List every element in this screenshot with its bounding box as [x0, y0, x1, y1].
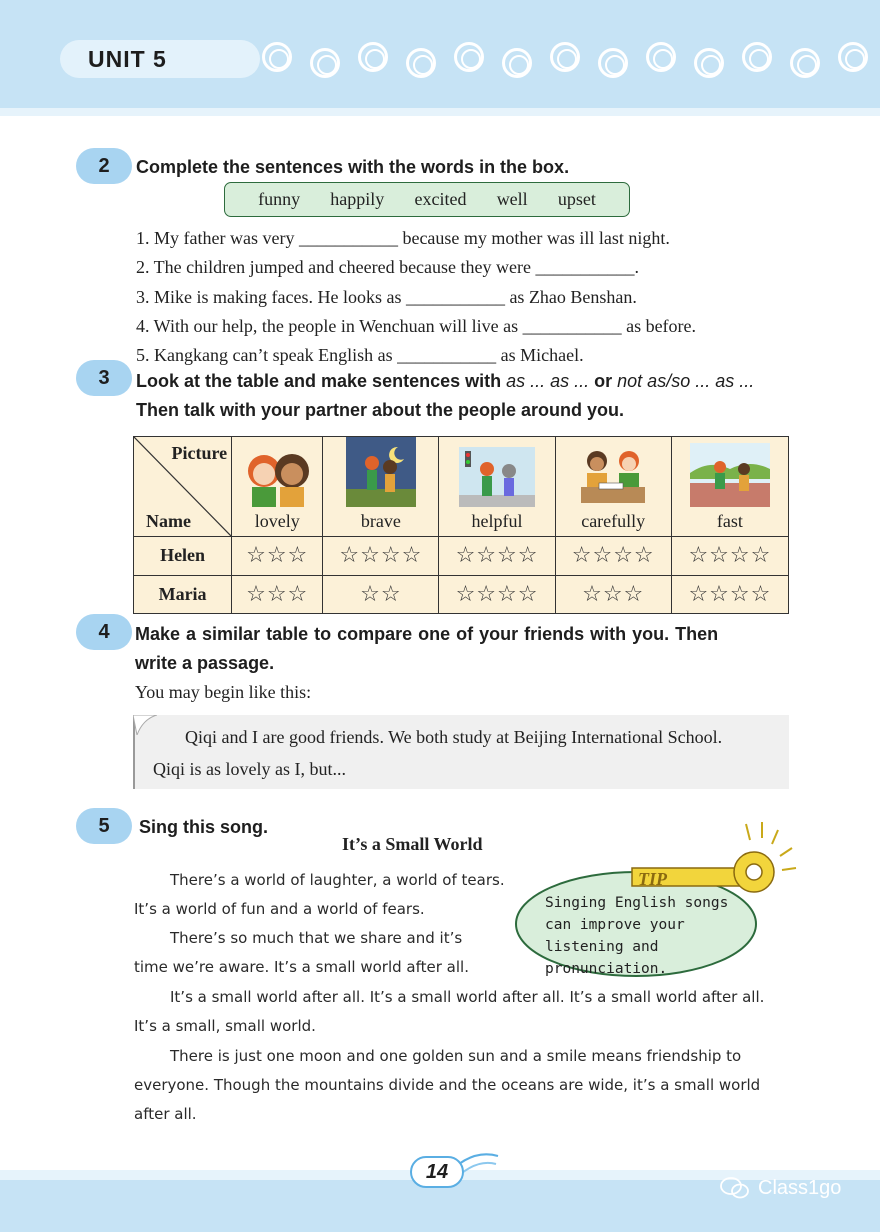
ring-icon	[550, 42, 580, 72]
sample-passage	[133, 715, 789, 789]
ring-icon	[838, 42, 868, 72]
ring-icon	[694, 48, 724, 78]
section-3-italic: as ... as ...	[506, 371, 590, 391]
sentence-item: 5. Kangkang can’t speak English as ___________ as Michael.	[136, 345, 584, 366]
tip-label: TIP	[638, 869, 667, 889]
ring-icon	[406, 48, 436, 78]
ring-icon	[310, 48, 340, 78]
column-label: fast	[716, 511, 743, 531]
star-rating: ☆☆	[323, 575, 439, 614]
ring-icon	[454, 42, 484, 72]
table-row	[134, 537, 789, 576]
column-lovely	[232, 437, 323, 537]
sentence-list	[136, 224, 696, 370]
star-rating: ☆☆☆☆	[671, 537, 788, 576]
section-3-badge: 3	[76, 360, 132, 396]
wechat-icon	[720, 1176, 750, 1200]
column-label: carefully	[581, 511, 646, 531]
star-rating: ☆☆☆	[232, 537, 323, 576]
passage-line: Qiqi is as lovely as I, but...	[153, 759, 346, 779]
section-5-title: Sing this song.	[139, 817, 268, 837]
section-3-text: or	[589, 371, 618, 391]
page-number: 14	[410, 1156, 464, 1188]
sentence-item: 4. With our help, the people in Wenchuan will live as ___________ as before.	[136, 315, 697, 336]
sentence-item: 2. The children jumped and cheered because they were ___________.	[136, 257, 639, 278]
section-4-title: Make a similar table to compare one of your friends with you. Then	[135, 624, 719, 644]
night-walk-picture	[346, 437, 416, 507]
section-4-badge: 4	[76, 614, 132, 650]
ring-icon	[358, 42, 388, 72]
table-header-row	[134, 437, 789, 537]
ring-icon	[502, 48, 532, 78]
watermark-text: Class1go	[758, 1176, 842, 1199]
passage-line: Qiqi and I are good friends. We both study at Beijing International School.	[185, 727, 723, 747]
ring-icon	[598, 48, 628, 78]
word-upset: upset	[557, 189, 596, 209]
section-3-subtitle: Then talk with your partner about the people around you.	[136, 400, 625, 420]
section-3-title	[136, 371, 754, 392]
star-rating: ☆☆☆☆	[555, 537, 671, 576]
tip-text: Singing English songs can improve your listening and pronunciation.	[545, 895, 729, 977]
running-picture	[690, 443, 770, 507]
column-brave	[323, 437, 439, 537]
unit-title: UNIT 5	[88, 46, 167, 72]
decorative-rings	[262, 38, 872, 82]
table-corner-cell	[134, 437, 232, 537]
ring-icon	[790, 48, 820, 78]
star-rating: ☆☆☆	[232, 575, 323, 614]
column-label: brave	[360, 511, 401, 531]
crossing-road-picture	[459, 447, 535, 507]
song-line: It’s a small world after all. It’s a small world after all. It’s a small world after all.	[170, 988, 765, 1006]
section-2-badge: 2	[76, 148, 132, 184]
word-excited: excited	[414, 189, 467, 209]
song-line: There is just one moon and one golden sun and a smile means friendship to	[170, 1047, 742, 1065]
song-line: time we’re aware. It’s a small world after all.	[134, 958, 469, 976]
column-label: lovely	[254, 511, 300, 531]
song-line: everyone. Though the mountains divide and the oceans are wide, it’s a small world	[134, 1076, 761, 1094]
song-line: There’s so much that we share and it’s	[170, 929, 463, 947]
sentence-item: 1. My father was very ___________ because my mother was ill last night.	[136, 228, 670, 248]
watermark	[720, 1176, 841, 1200]
song-line: It’s a world of fun and a world of fears.	[134, 900, 425, 918]
song-line: It’s a small, small world.	[134, 1017, 316, 1035]
section-3-text: Look at the table and make sentences with	[136, 371, 507, 391]
column-fast	[671, 437, 788, 537]
corner-label-picture: Picture	[171, 443, 228, 463]
section-2-title: Complete the sentences with the words in the box.	[136, 157, 570, 177]
word-box	[224, 182, 630, 217]
section-4-title-cont: write a passage.	[135, 653, 275, 673]
star-rating: ☆☆☆	[555, 575, 671, 614]
star-rating: ☆☆☆☆	[439, 537, 555, 576]
page-fold-icon	[133, 715, 157, 735]
word-well: well	[496, 189, 528, 209]
header-strip	[0, 108, 880, 116]
column-label: helpful	[471, 511, 523, 531]
column-helpful	[439, 437, 555, 537]
song-title: It’s a Small World	[342, 834, 483, 854]
column-carefully	[555, 437, 671, 537]
ring-icon	[646, 42, 676, 72]
section-4-intro: You may begin like this:	[135, 682, 312, 702]
star-rating: ☆☆☆☆	[439, 575, 555, 614]
star-rating: ☆☆☆☆	[323, 537, 439, 576]
section-5-badge: 5	[76, 808, 132, 844]
ring-icon	[742, 42, 772, 72]
word-funny: funny	[258, 189, 301, 209]
row-name: Helen	[134, 537, 232, 576]
comparison-table	[133, 436, 789, 614]
word-happily: happily	[330, 189, 385, 209]
corner-label-name: Name	[146, 511, 191, 531]
table-row	[134, 575, 789, 614]
studying-picture	[577, 443, 649, 507]
sentence-item: 3. Mike is making faces. He looks as ___________ as Zhao Benshan.	[136, 286, 637, 307]
song-line: There’s a world of laughter, a world of tears.	[170, 871, 505, 889]
girls-smiling-picture	[238, 447, 316, 507]
row-name: Maria	[134, 575, 232, 614]
star-rating: ☆☆☆☆	[671, 575, 788, 614]
ring-icon	[262, 42, 292, 72]
section-3-italic: not as/so ... as ...	[617, 371, 755, 391]
song-line: after all.	[134, 1105, 197, 1123]
